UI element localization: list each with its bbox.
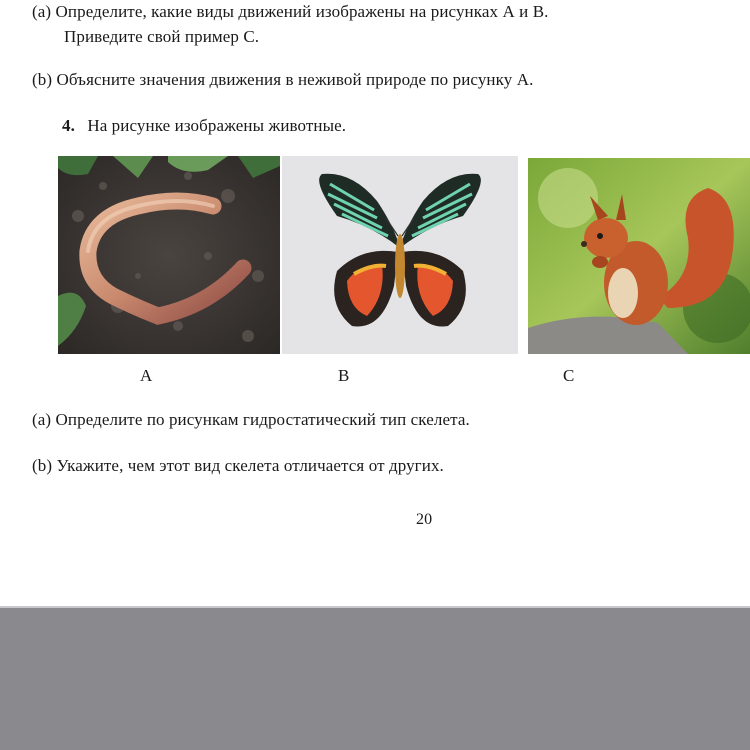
image-a-label: A bbox=[140, 366, 153, 385]
q4-heading bbox=[62, 116, 346, 136]
q3-part-b: (b) Объясните значения движения в неживой природе по рисунку А. bbox=[32, 70, 534, 89]
q4-part-b: (b) Укажите, чем этот вид скелета отличается от других. bbox=[32, 456, 444, 475]
q4-prompt: На рисунке изображены животные. bbox=[87, 116, 347, 135]
squirrel-image bbox=[528, 158, 750, 354]
page-number: 20 bbox=[416, 511, 433, 528]
q4-part-a: (а) Определите по рисункам гидростатический тип скелета. bbox=[32, 410, 470, 429]
image-b-label: B bbox=[338, 366, 350, 385]
earthworm-image bbox=[58, 156, 280, 354]
q3-part-a-line2: Приведите свой пример С. bbox=[64, 27, 260, 46]
bottom-background bbox=[0, 608, 750, 750]
q3-part-a-line1: (a) Определите, какие виды движений изображены на рисунках А и В. bbox=[32, 2, 549, 21]
image-c-label: C bbox=[563, 366, 575, 385]
q4-number: 4. bbox=[62, 116, 75, 135]
butterfly-image bbox=[282, 156, 518, 354]
